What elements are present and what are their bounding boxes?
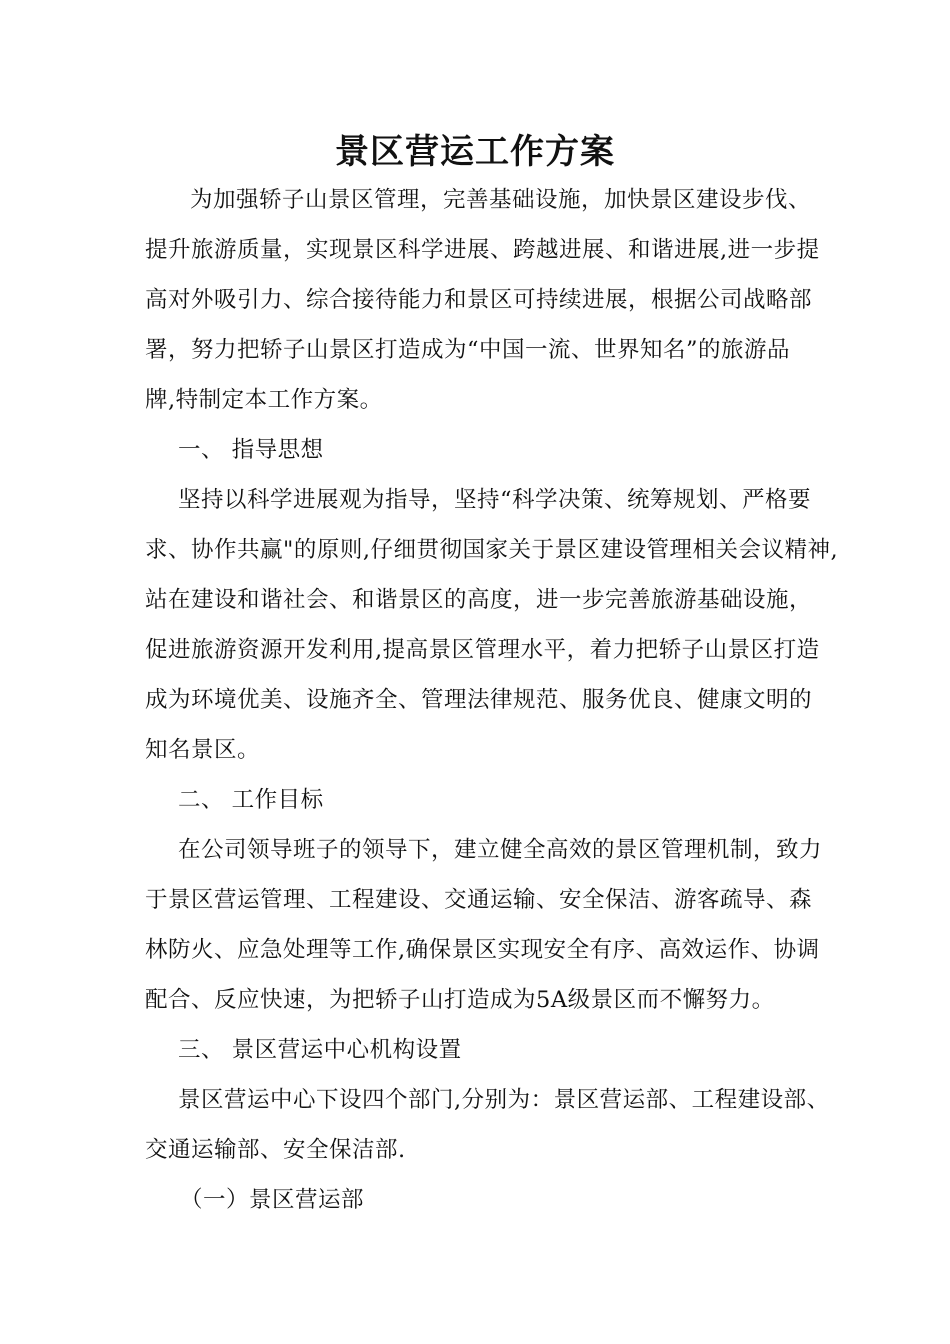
guiding-paragraph-line: 成为环境优美、设施齐全、管理法律规范、服务优良、健康文明的: [145, 687, 813, 713]
document-title: 景区营运工作方案: [335, 132, 615, 172]
guiding-paragraph-line: 知名景区。: [145, 737, 261, 763]
goals-paragraph-line: 于景区营运管理、工程建设、交通运输、安全保洁、游客疏导、森: [145, 887, 813, 913]
section-heading-guiding-ideology: 一、 指导思想: [178, 437, 324, 463]
goals-paragraph-line: 林防火、应急处理等工作,确保景区实现安全有序、高效运作、协调: [145, 937, 820, 963]
intro-paragraph-line: 高对外吸引力、综合接待能力和景区可持续进展，根据公司战略部: [145, 287, 813, 313]
subsection-heading-operations-dept: （一）景区营运部: [180, 1187, 365, 1213]
guiding-paragraph-line: 站在建设和谐社会、和谐景区的高度，进一步完善旅游基础设施，: [145, 587, 813, 613]
guiding-paragraph-line: 求、协作共赢"的原则,仔细贯彻国家关于景区建设管理相关会议精神,: [145, 537, 839, 563]
intro-paragraph-line: 牌,特制定本工作方案。: [145, 387, 383, 413]
guiding-paragraph-line: 坚持以科学进展观为指导，坚持“科学决策、统筹规划、严格要: [178, 487, 812, 513]
goals-paragraph-line: 在公司领导班子的领导下，建立健全高效的景区管理机制，致力: [178, 837, 823, 863]
section-heading-org-setup: 三、 景区营运中心机构设置: [178, 1037, 462, 1063]
intro-paragraph-line: 提升旅游质量，实现景区科学进展、跨越进展、和谐进展,进一步提: [145, 237, 820, 263]
intro-paragraph-line: 署，努力把轿子山景区打造成为“中国一流、世界知名”的旅游品: [145, 337, 791, 363]
guiding-paragraph-line: 促进旅游资源开发利用,提高景区管理水平，着力把轿子山景区打造: [145, 637, 820, 663]
org-paragraph-line: 交通运输部、安全保洁部.: [145, 1137, 406, 1163]
intro-paragraph-line: 为加强轿子山景区管理，完善基础设施，加快景区建设步伐、: [190, 187, 812, 213]
section-heading-work-goals: 二、 工作目标: [178, 787, 324, 813]
goals-paragraph-line: 配合、反应快速，为把轿子山打造成为5A级景区而不懈努力。: [145, 987, 775, 1013]
org-paragraph-line: 景区营运中心下设四个部门,分别为：景区营运部、工程建设部、: [178, 1087, 830, 1113]
